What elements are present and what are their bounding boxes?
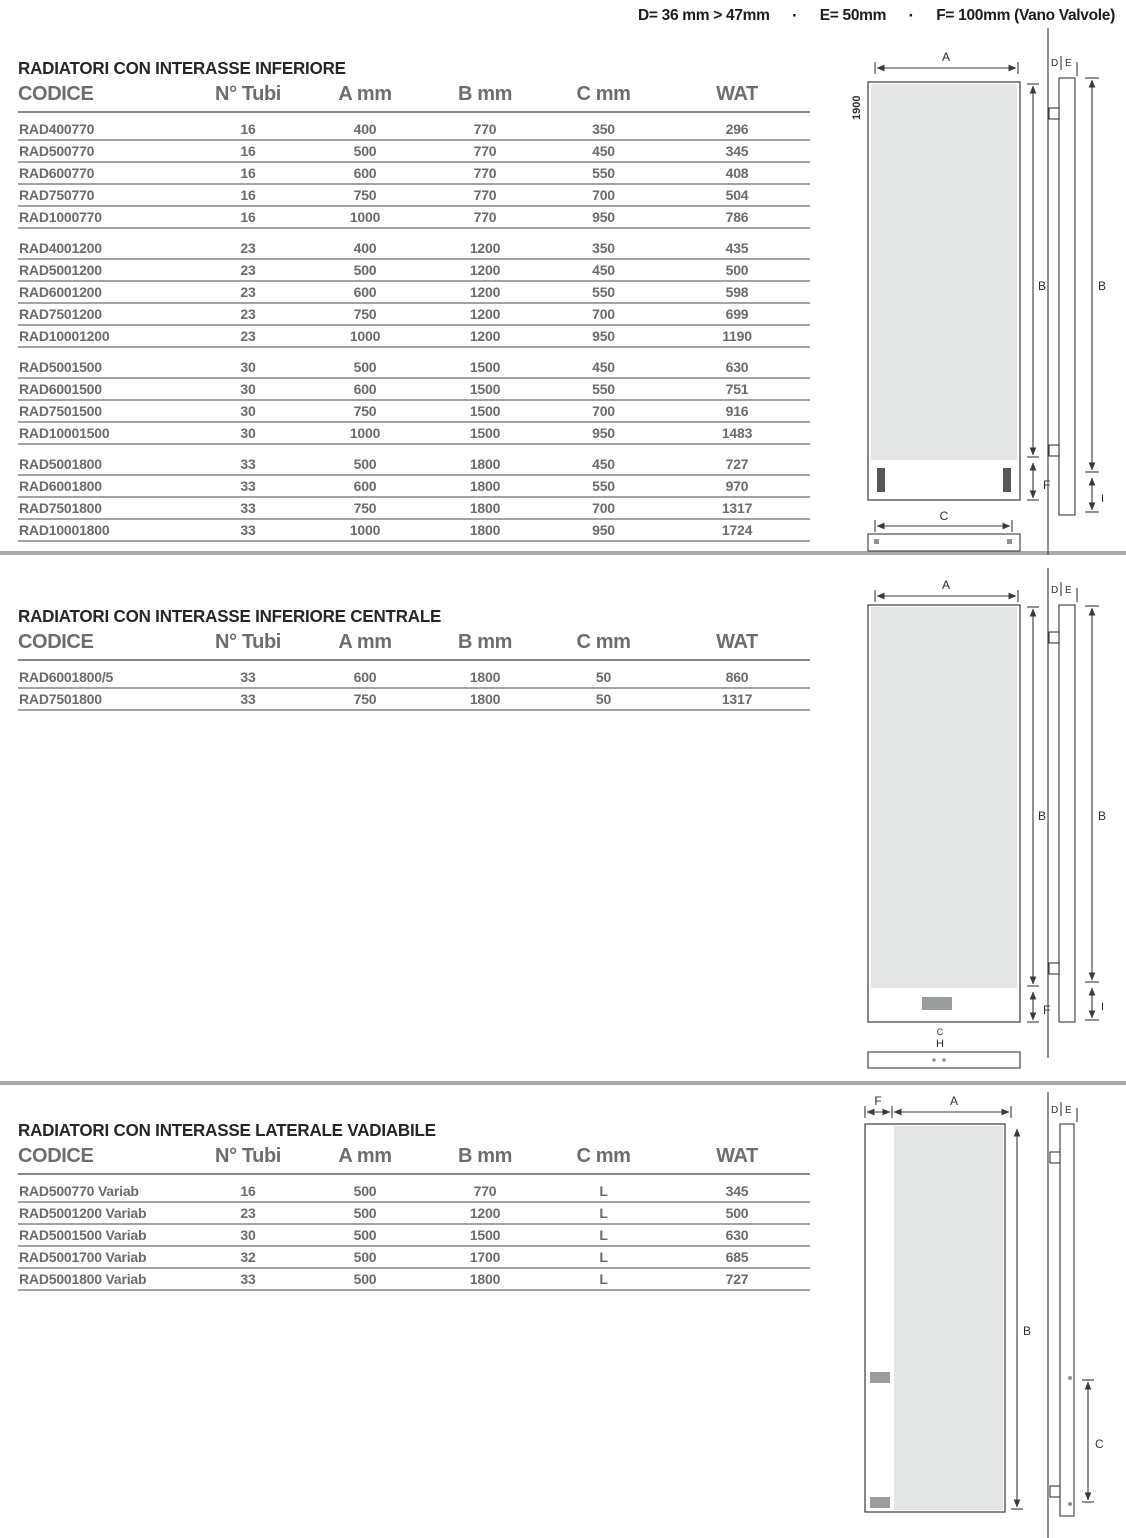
side-view — [1048, 28, 1077, 555]
dim-label-a: A — [949, 1094, 959, 1108]
cell-value: 1500 — [469, 359, 501, 375]
cell-value: 1800 — [469, 456, 501, 472]
cell-value: 33 — [240, 500, 256, 516]
cell-value: 1000 — [349, 328, 381, 344]
cell-value: 750 — [353, 187, 377, 203]
bullet-separator: · — [792, 6, 798, 25]
diagram-interasse-inferiore — [830, 28, 1126, 555]
col-header-c: C mm — [576, 83, 631, 105]
cell-value: 950 — [592, 425, 615, 441]
cell-codice: RAD5001500 Variab — [19, 1227, 147, 1243]
dim-i-side — [1085, 478, 1099, 512]
section-title: RADIATORI CON INTERASSE INFERIORE CENTRALE — [18, 606, 442, 626]
cell-codice: RAD6001500 — [19, 381, 102, 397]
cell-value: 450 — [592, 143, 615, 159]
dim-label-h: H — [936, 1038, 944, 1050]
dim-label-d: D — [1051, 585, 1059, 596]
table-body — [18, 1181, 810, 1291]
dim-label-f: F — [1043, 478, 1051, 492]
cell-value: 33 — [240, 522, 256, 538]
cell-value: 727 — [725, 456, 749, 472]
cell-codice: RAD6001800 — [19, 478, 102, 494]
dim-label-d: D — [1051, 1105, 1059, 1116]
cell-value: 500 — [353, 1249, 377, 1265]
table-row — [18, 1225, 810, 1247]
radiator-panel — [871, 84, 1017, 460]
col-header-b: B mm — [458, 631, 512, 653]
top-dimension-specs — [638, 6, 1115, 26]
cell-value: 1500 — [469, 425, 501, 441]
cell-value: 1000 — [349, 209, 381, 225]
dim-label-c: C — [1095, 1437, 1104, 1451]
cell-value: 600 — [353, 478, 377, 494]
connection-dot-lower — [1068, 1502, 1072, 1506]
cell-value: 950 — [592, 522, 615, 538]
cell-value: 500 — [353, 1205, 377, 1221]
cell-value: 600 — [353, 284, 377, 300]
side-view — [1048, 1092, 1077, 1538]
cell-value: 30 — [240, 359, 256, 375]
dim-label-b-side: B — [1098, 279, 1107, 293]
cell-value: 1800 — [469, 691, 501, 707]
cell-codice: RAD5001800 Variab — [19, 1271, 147, 1287]
table-row — [18, 1269, 810, 1291]
cell-value: 23 — [240, 262, 256, 278]
dim-i-side — [1085, 988, 1099, 1020]
table-row — [18, 401, 810, 423]
cell-value: 450 — [592, 262, 615, 278]
cell-value: 500 — [353, 359, 377, 375]
cell-value: 350 — [592, 121, 615, 137]
cell-codice: RAD4001200 — [19, 240, 102, 256]
table-row — [18, 163, 810, 185]
section-divider — [0, 1081, 1126, 1085]
plate-connection-dot — [942, 1058, 946, 1062]
table-group — [18, 667, 810, 711]
col-header-tubi: N° Tubi — [215, 1145, 281, 1167]
cell-value: 970 — [725, 478, 749, 494]
cell-value: L — [599, 1205, 608, 1221]
cell-codice: RAD5001700 Variab — [19, 1249, 147, 1265]
cell-value: 770 — [473, 121, 497, 137]
cell-value: 1800 — [469, 478, 501, 494]
col-header-b: B mm — [458, 83, 512, 105]
cell-value: 16 — [240, 143, 256, 159]
cell-codice: RAD500770 Variab — [19, 1183, 139, 1199]
plate-connection-dot — [932, 1058, 936, 1062]
cell-value: 750 — [353, 306, 377, 322]
cell-value: 296 — [725, 121, 749, 137]
cell-value: 699 — [725, 306, 749, 322]
section-title: RADIATORI CON INTERASSE INFERIORE — [18, 58, 346, 78]
cell-value: 1200 — [469, 284, 501, 300]
col-header-wat: WAT — [716, 631, 758, 653]
dim-f-front — [1027, 463, 1039, 500]
valve-stub-upper — [870, 1372, 890, 1383]
dim-label-b: B — [1038, 809, 1047, 823]
cell-value: 1190 — [722, 328, 752, 344]
table-row — [18, 119, 810, 141]
cell-value: 550 — [592, 165, 615, 181]
cell-value: 30 — [240, 425, 256, 441]
cell-value: 770 — [473, 143, 497, 159]
dim-label-i: I — [1101, 493, 1105, 505]
dim-label-c: C — [936, 1027, 944, 1037]
cell-codice: RAD7501500 — [19, 403, 102, 419]
cell-codice: RAD7501200 — [19, 306, 102, 322]
cell-value: 770 — [473, 1183, 497, 1199]
table-group — [18, 454, 810, 542]
dim-label-f: F — [1043, 1003, 1051, 1017]
connection-stub-left — [877, 468, 885, 492]
cell-value: 23 — [240, 284, 256, 300]
cell-value: 950 — [592, 328, 615, 344]
cell-value: 950 — [592, 209, 615, 225]
dim-label-a: A — [941, 578, 951, 592]
cell-codice: RAD5001200 Variab — [19, 1205, 147, 1221]
col-header-tubi: N° Tubi — [215, 631, 281, 653]
cell-value: 50 — [595, 691, 612, 707]
cell-value: 1500 — [469, 381, 501, 397]
dim-label-d: D — [1051, 58, 1059, 69]
dim-label-a: A — [941, 50, 951, 64]
cell-value: 500 — [353, 262, 377, 278]
table-row — [18, 476, 810, 498]
cell-codice: RAD6001800/5 — [19, 669, 114, 685]
cell-value: 1500 — [469, 403, 501, 419]
col-header-a: A mm — [338, 1145, 392, 1167]
table-row — [18, 379, 810, 401]
cell-value: 1500 — [469, 1227, 501, 1243]
table-row — [18, 520, 810, 542]
cell-value: 33 — [240, 691, 256, 707]
spec-d: D= 36 mm > 47mm — [638, 7, 770, 24]
cell-value: L — [599, 1227, 608, 1243]
table-body — [18, 667, 810, 711]
radiator-panel — [871, 607, 1017, 988]
table-row — [18, 282, 810, 304]
bottom-plate — [868, 534, 1020, 551]
cell-value: 916 — [725, 403, 749, 419]
col-header-a: A mm — [338, 631, 392, 653]
cell-value: 1800 — [469, 522, 501, 538]
table-row — [18, 454, 810, 476]
dim-b-side — [1085, 606, 1099, 982]
spec-e: E= 50mm — [819, 7, 887, 24]
bullet-separator: · — [908, 6, 914, 25]
cell-value: 30 — [240, 403, 256, 419]
cell-value: 1200 — [469, 306, 501, 322]
cell-value: 16 — [240, 1183, 256, 1199]
table-row — [18, 185, 810, 207]
cell-codice: RAD7501800 — [19, 691, 102, 707]
cell-codice: RAD5001200 — [19, 262, 102, 278]
col-header-codice: CODICE — [18, 631, 94, 653]
dim-b-front — [1027, 607, 1039, 986]
spec-f: F= 100mm (Vano Valvole) — [936, 7, 1115, 24]
cell-value: 1200 — [469, 328, 501, 344]
dim-label-b: B — [1023, 1324, 1032, 1338]
cell-value: 33 — [240, 456, 256, 472]
table-group — [18, 119, 810, 229]
cell-value: 16 — [240, 121, 256, 137]
dim-f-front — [1027, 992, 1039, 1022]
cell-value: 600 — [353, 669, 377, 685]
table-row — [18, 304, 810, 326]
cell-value: L — [599, 1249, 608, 1265]
cell-value: 500 — [353, 1271, 377, 1287]
cell-value: 500 — [353, 143, 377, 159]
dim-label-b-side: B — [1098, 809, 1107, 823]
cell-value: 1000 — [349, 522, 381, 538]
cell-value: 598 — [725, 284, 749, 300]
col-header-b: B mm — [458, 1145, 512, 1167]
cell-value: 550 — [592, 381, 615, 397]
cell-value: 504 — [725, 187, 749, 203]
table-header — [18, 83, 810, 113]
cell-value: 860 — [725, 669, 749, 685]
cell-codice: RAD750770 — [19, 187, 95, 203]
table-row — [18, 1203, 810, 1225]
radiator-panel — [894, 1126, 1003, 1510]
cell-value: 450 — [592, 359, 615, 375]
cell-value: 32 — [240, 1249, 256, 1265]
cell-value: 23 — [240, 328, 256, 344]
cell-value: 750 — [353, 403, 377, 419]
cell-value: 16 — [240, 209, 256, 225]
cell-value: 408 — [725, 165, 749, 181]
cell-value: 23 — [240, 1205, 256, 1221]
cell-value: 700 — [592, 500, 615, 516]
col-header-c: C mm — [576, 1145, 631, 1167]
cell-value: 600 — [353, 381, 377, 397]
cell-value: 770 — [473, 187, 497, 203]
table-row — [18, 1247, 810, 1269]
cell-codice: RAD400770 — [19, 121, 95, 137]
cell-codice: RAD7501800 — [19, 500, 102, 516]
cell-value: 700 — [592, 306, 615, 322]
dim-label-e: E — [1065, 58, 1072, 69]
cell-value: 33 — [240, 1271, 256, 1287]
cell-value: 1200 — [469, 240, 501, 256]
cell-value: 345 — [725, 1183, 749, 1199]
cell-value: 1800 — [469, 500, 501, 516]
cell-value: 33 — [240, 478, 256, 494]
table-group — [18, 357, 810, 445]
cell-value: 770 — [473, 209, 497, 225]
diagram-interasse-laterale — [830, 1090, 1126, 1538]
valve-stub-lower — [870, 1497, 890, 1508]
table-row — [18, 207, 810, 229]
dim-c-side — [1082, 1380, 1094, 1502]
table-header — [18, 631, 810, 661]
cell-value: 500 — [353, 1227, 377, 1243]
col-header-tubi: N° Tubi — [215, 83, 281, 105]
table-row — [18, 423, 810, 445]
connection-stub-center — [922, 997, 952, 1010]
table-row — [18, 141, 810, 163]
cell-codice: RAD5001500 — [19, 359, 102, 375]
cell-value: 23 — [240, 306, 256, 322]
cell-value: 1200 — [469, 1205, 501, 1221]
cell-value: 450 — [592, 456, 615, 472]
plate-connection-right — [1007, 539, 1012, 544]
table-row — [18, 260, 810, 282]
cell-value: 23 — [240, 240, 256, 256]
cell-value: 750 — [353, 691, 377, 707]
cell-value: 1317 — [721, 691, 753, 707]
cell-value: 435 — [725, 240, 749, 256]
cell-value: 630 — [725, 359, 749, 375]
col-header-codice: CODICE — [18, 83, 94, 105]
cell-codice: RAD6001200 — [19, 284, 102, 300]
cell-value: 727 — [725, 1271, 749, 1287]
cell-value: 700 — [592, 187, 615, 203]
cell-value: 500 — [353, 456, 377, 472]
cell-value: 550 — [592, 478, 615, 494]
col-header-codice: CODICE — [18, 1145, 94, 1167]
cell-codice: RAD500770 — [19, 143, 95, 159]
cell-value: 630 — [725, 1227, 749, 1243]
cell-value: 786 — [725, 209, 749, 225]
col-header-c: C mm — [576, 631, 631, 653]
table-row — [18, 498, 810, 520]
dim-label-e: E — [1065, 585, 1072, 596]
cell-value: 1800 — [469, 1271, 501, 1287]
cell-value: 751 — [725, 381, 749, 397]
cell-value: 1000 — [349, 425, 381, 441]
cell-codice: RAD10001500 — [19, 425, 110, 441]
cell-value: 685 — [725, 1249, 749, 1265]
cell-value: 30 — [240, 381, 256, 397]
front-view — [865, 1106, 1011, 1118]
diagram-interasse-inferiore-centrale — [830, 568, 1126, 1080]
cell-value: 400 — [353, 240, 377, 256]
height-note-1900: 1900 — [851, 95, 863, 120]
dim-b-front — [1027, 84, 1039, 457]
cell-value: 33 — [240, 669, 256, 685]
col-header-wat: WAT — [716, 83, 758, 105]
dim-label-c: C — [939, 509, 949, 523]
cell-value: 1800 — [469, 669, 501, 685]
table-group — [18, 238, 810, 348]
dim-b-front — [1011, 1129, 1023, 1509]
cell-value: 50 — [595, 669, 612, 685]
cell-codice: RAD1000770 — [19, 209, 102, 225]
cell-value: 770 — [473, 165, 497, 181]
cell-value: 400 — [353, 121, 377, 137]
cell-value: 16 — [240, 165, 256, 181]
cell-value: 350 — [592, 240, 615, 256]
side-view — [1048, 568, 1077, 1058]
cell-value: 1724 — [721, 522, 753, 538]
cell-value: L — [599, 1271, 608, 1287]
section-interasse-laterale-variabile — [18, 1120, 810, 1291]
dim-label-i: I — [1101, 1001, 1105, 1013]
connection-dot-upper — [1068, 1376, 1072, 1380]
col-header-a: A mm — [338, 83, 392, 105]
table-row — [18, 326, 810, 348]
cell-value: L — [599, 1183, 608, 1199]
dim-label-b: B — [1038, 279, 1047, 293]
cell-value: 500 — [725, 262, 749, 278]
cell-codice: RAD5001800 — [19, 456, 102, 472]
cell-value: 1483 — [721, 425, 753, 441]
dim-label-e: E — [1065, 1105, 1072, 1116]
plate-connection-left — [874, 539, 879, 544]
cell-value: 600 — [353, 165, 377, 181]
connection-stub-right — [1003, 468, 1011, 492]
cell-value: 1700 — [469, 1249, 501, 1265]
cell-value: 500 — [725, 1205, 749, 1221]
table-group — [18, 1181, 810, 1291]
table-body — [18, 119, 810, 542]
cell-value: 30 — [240, 1227, 256, 1243]
table-row — [18, 667, 810, 689]
cell-codice: RAD10001800 — [19, 522, 110, 538]
cell-value: 1200 — [469, 262, 501, 278]
table-row — [18, 238, 810, 260]
section-interasse-inferiore-centrale — [18, 606, 810, 711]
table-row — [18, 357, 810, 379]
cell-value: 500 — [353, 1183, 377, 1199]
table-row — [18, 689, 810, 711]
table-header — [18, 1145, 810, 1175]
cell-value: 750 — [353, 500, 377, 516]
dim-b-side — [1085, 78, 1099, 472]
cell-codice: RAD600770 — [19, 165, 95, 181]
dim-label-f: F — [874, 1094, 882, 1108]
cell-value: 700 — [592, 403, 615, 419]
cell-codice: RAD10001200 — [19, 328, 110, 344]
col-header-wat: WAT — [716, 1145, 758, 1167]
section-interasse-inferiore — [18, 58, 810, 542]
table-row — [18, 1181, 810, 1203]
cell-value: 16 — [240, 187, 256, 203]
cell-value: 1317 — [721, 500, 753, 516]
cell-value: 345 — [725, 143, 749, 159]
cell-value: 550 — [592, 284, 615, 300]
section-title: RADIATORI CON INTERASSE LATERALE VADIABILE — [18, 1120, 436, 1140]
